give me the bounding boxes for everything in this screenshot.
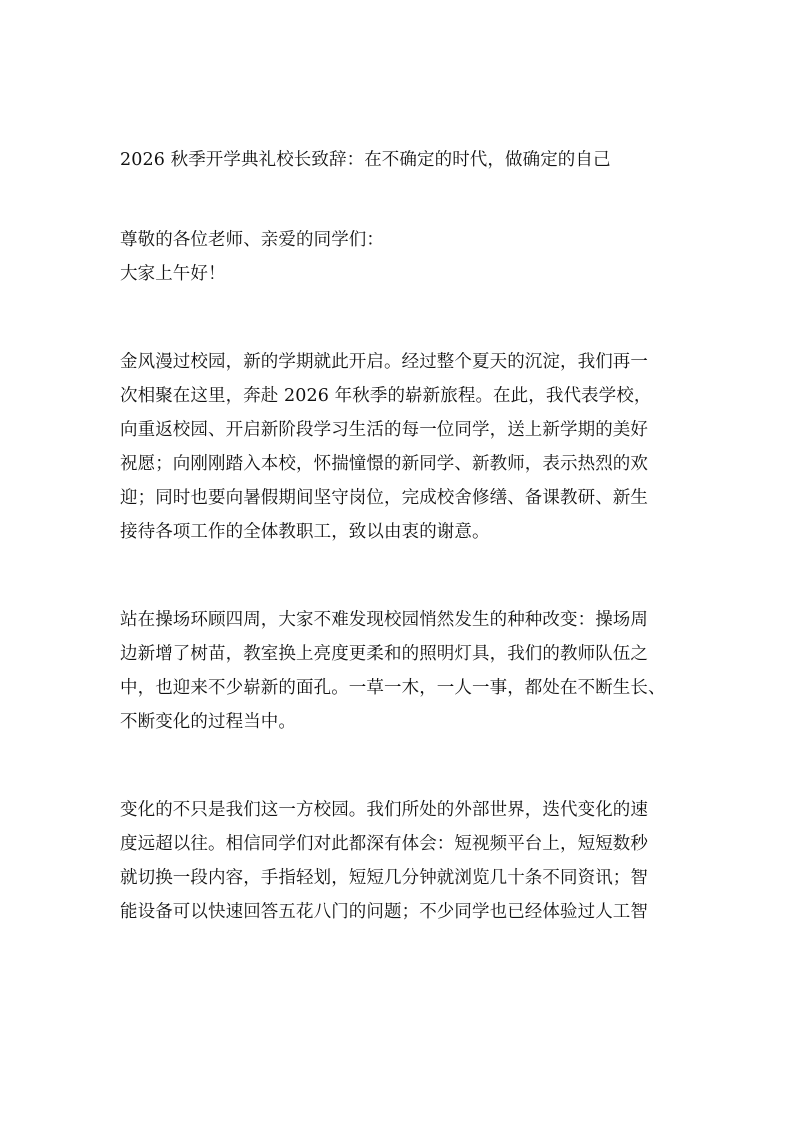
paragraph-3-line-2: 度远超以往。相信同学们对此都深有体会：短视频平台上，短短数秒 (120, 834, 648, 854)
paragraph-2 (120, 603, 680, 739)
salutation-line: 尊敬的各位老师、亲爱的同学们： (120, 230, 384, 250)
paragraph-1-line-2: 次相聚在这里，奔赴 2026 年秋季的崭新旅程。在此，我代表学校， (120, 386, 652, 406)
paragraph-2-line-2: 边新增了树苗，教室换上亮度更柔和的照明灯具，我们的教师队伍之 (120, 644, 648, 664)
hello-line: 大家上午好！ (120, 264, 226, 284)
paragraph-spacer (120, 549, 680, 603)
paragraph-3-line-1: 变化的不只是我们这一方校园。我们所处的外部世界，迭代变化的速 (120, 800, 648, 820)
paragraph-1 (120, 345, 680, 549)
paragraph-2-line-1: 站在操场环顾四周，大家不难发现校园悄然发生的种种改变：操场周 (120, 610, 648, 630)
document-body (120, 143, 680, 929)
paragraph-2-line-4: 不断变化的过程当中。 (120, 712, 296, 732)
paragraph-1-line-4: 祝愿；向刚刚踏入本校，怀揣憧憬的新同学、新教师，表示热烈的欢 (120, 454, 648, 474)
paragraph-3-line-4: 能设备可以快速回答五花八门的问题；不少同学也已经体验过人工智 (120, 902, 648, 922)
paragraph-3 (120, 793, 680, 929)
paragraph-1-line-5: 迎；同时也要向暑假期间坚守岗位，完成校舍修缮、备课教研、新生 (120, 488, 648, 508)
paragraph-spacer (120, 739, 680, 793)
paragraph-2-line-3: 中，也迎来不少崭新的面孔。一草一木，一人一事，都处在不断生长、 (120, 678, 666, 698)
paragraph-3-line-3: 就切换一段内容，手指轻划，短短几分钟就浏览几十条不同资讯；智 (120, 868, 648, 888)
paragraph-1-line-1: 金风漫过校园，新的学期就此开启。经过整个夏天的沉淀，我们再一 (120, 352, 648, 372)
document-title: 2026 秋季开学典礼校长致辞：在不确定的时代，做确定的自己 (120, 150, 611, 170)
greeting-block (120, 223, 680, 291)
paragraph-1-line-3: 向重返校园、开启新阶段学习生活的每一位同学，送上新学期的美好 (120, 420, 648, 440)
paragraph-1-line-6: 接待各项工作的全体教职工，致以由衷的谢意。 (120, 522, 490, 542)
paragraph-spacer (120, 291, 680, 345)
